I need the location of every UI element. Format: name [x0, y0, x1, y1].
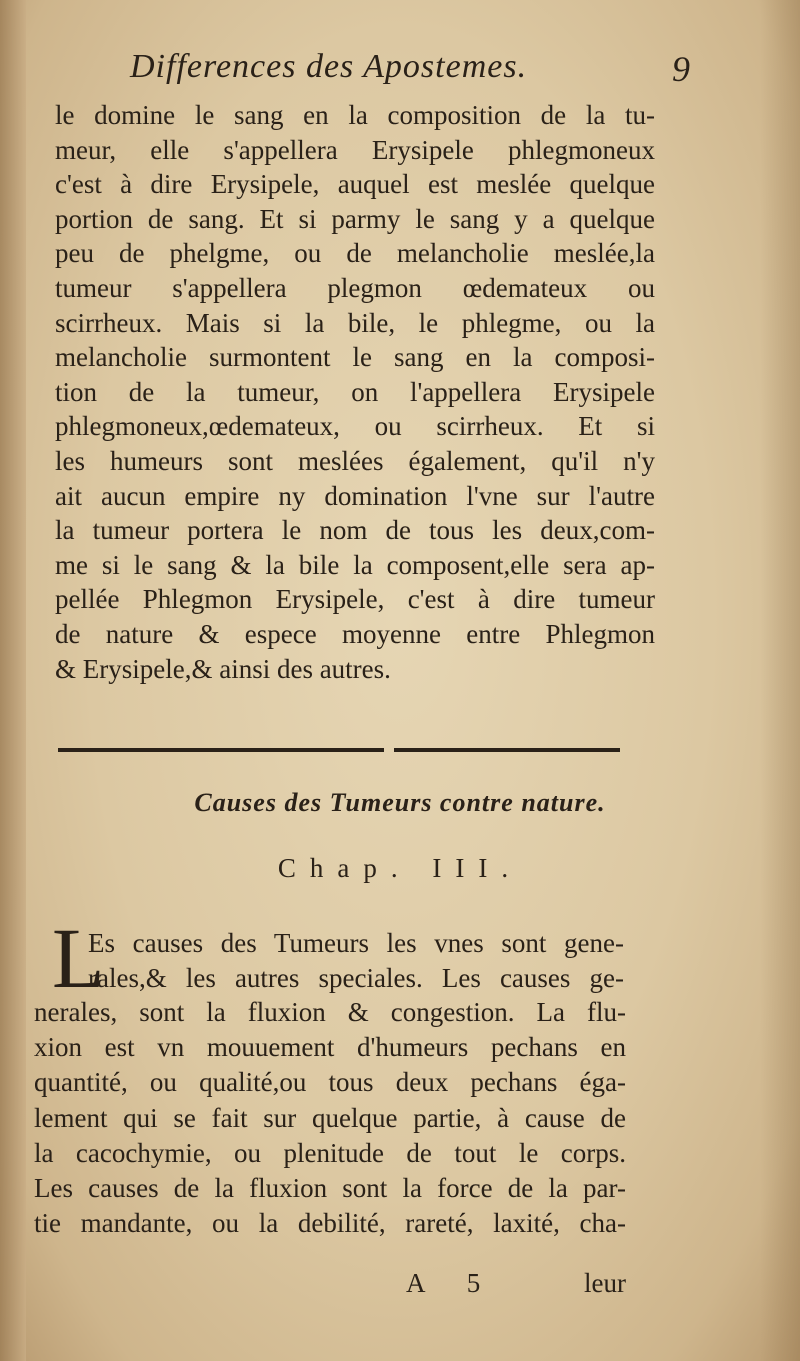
drop-cap: L: [52, 910, 105, 1006]
text-line: phlegmoneux,œdemateux, ou scirrheux. Et si: [55, 411, 655, 442]
text-line: la tumeur portera le nom de tous les deux,com-: [55, 515, 655, 546]
text-line: de nature & espece moyenne entre Phlegmon: [55, 618, 655, 649]
text-line: me si le sang & la bile la composent,elle sera ap-: [55, 549, 655, 580]
text-line: peu de phelgme, ou de melancholie meslée,la: [55, 238, 655, 269]
chapter-heading: Chap. III.: [277, 853, 523, 883]
text-line: pellée Phlegmon Erysipele, c'est à dire tumeur: [55, 584, 655, 615]
page-header: [130, 48, 690, 98]
text-line: c'est à dire Erysipele, auquel est meslée quelque: [55, 169, 655, 200]
text-line: le domine le sang en la composition de la tu-: [55, 100, 655, 130]
text-line: Es causes des Tumeurs les vnes sont gene-: [88, 928, 624, 958]
text-line: les humeurs sont meslées également, qu'il n'y: [55, 445, 655, 476]
page-footer: [34, 1268, 626, 1304]
text-line: rales,& les autres speciales. Les causes ge-: [88, 962, 624, 993]
text-line: lement qui se fait sur quelque partie, à cause de: [34, 1102, 626, 1133]
text-line: melancholie surmontent le sang en la composi-: [55, 342, 655, 373]
text-line: tumeur s'appellera plegmon œdemateux ou: [55, 272, 655, 303]
body-text-indented: [88, 926, 624, 995]
catchword: leur: [584, 1268, 626, 1298]
page-edge-shadow: [760, 0, 800, 1361]
divider-rule-left: [58, 748, 384, 752]
text-line: tion de la tumeur, on l'appellera Erysipele: [55, 376, 655, 407]
text-line: scirrheux. Mais si la bile, le phlegme, ou la: [55, 307, 655, 338]
section-divider: [58, 744, 624, 758]
body-text-section-1: [55, 98, 655, 686]
text-line: Les causes de la fluxion sont la force de la par-: [34, 1173, 626, 1204]
section-heading: Causes des Tumeurs contre nature.: [194, 788, 606, 817]
text-line: tie mandante, ou la debilité, rareté, laxité, cha-: [34, 1208, 626, 1239]
running-title: Differences des Apostemes.: [130, 48, 528, 85]
text-line: xion est vn mouuement d'humeurs pechans en: [34, 1032, 626, 1063]
text-line: la cacochymie, ou plenitude de tout le corps.: [34, 1137, 626, 1168]
divider-rule-right: [394, 748, 620, 752]
text-line: portion de sang. Et si parmy le sang y a quelque: [55, 203, 655, 234]
signature-mark: A 5: [406, 1268, 499, 1298]
text-line: quantité, ou qualité,ou tous deux pechans éga-: [34, 1067, 626, 1098]
text-line: & Erysipele,& ainsi des autres.: [55, 653, 391, 684]
body-text-section-2: [34, 995, 626, 1241]
text-line: meur, elle s'appellera Erysipele phlegmoneux: [55, 134, 655, 165]
page-gutter: [0, 0, 26, 1361]
text-line: nerales, sont la fluxion & congestion. La flu-: [34, 997, 626, 1027]
page-number: 9: [672, 49, 690, 89]
text-line: ait aucun empire ny domination l'vne sur l'autre: [55, 480, 655, 511]
